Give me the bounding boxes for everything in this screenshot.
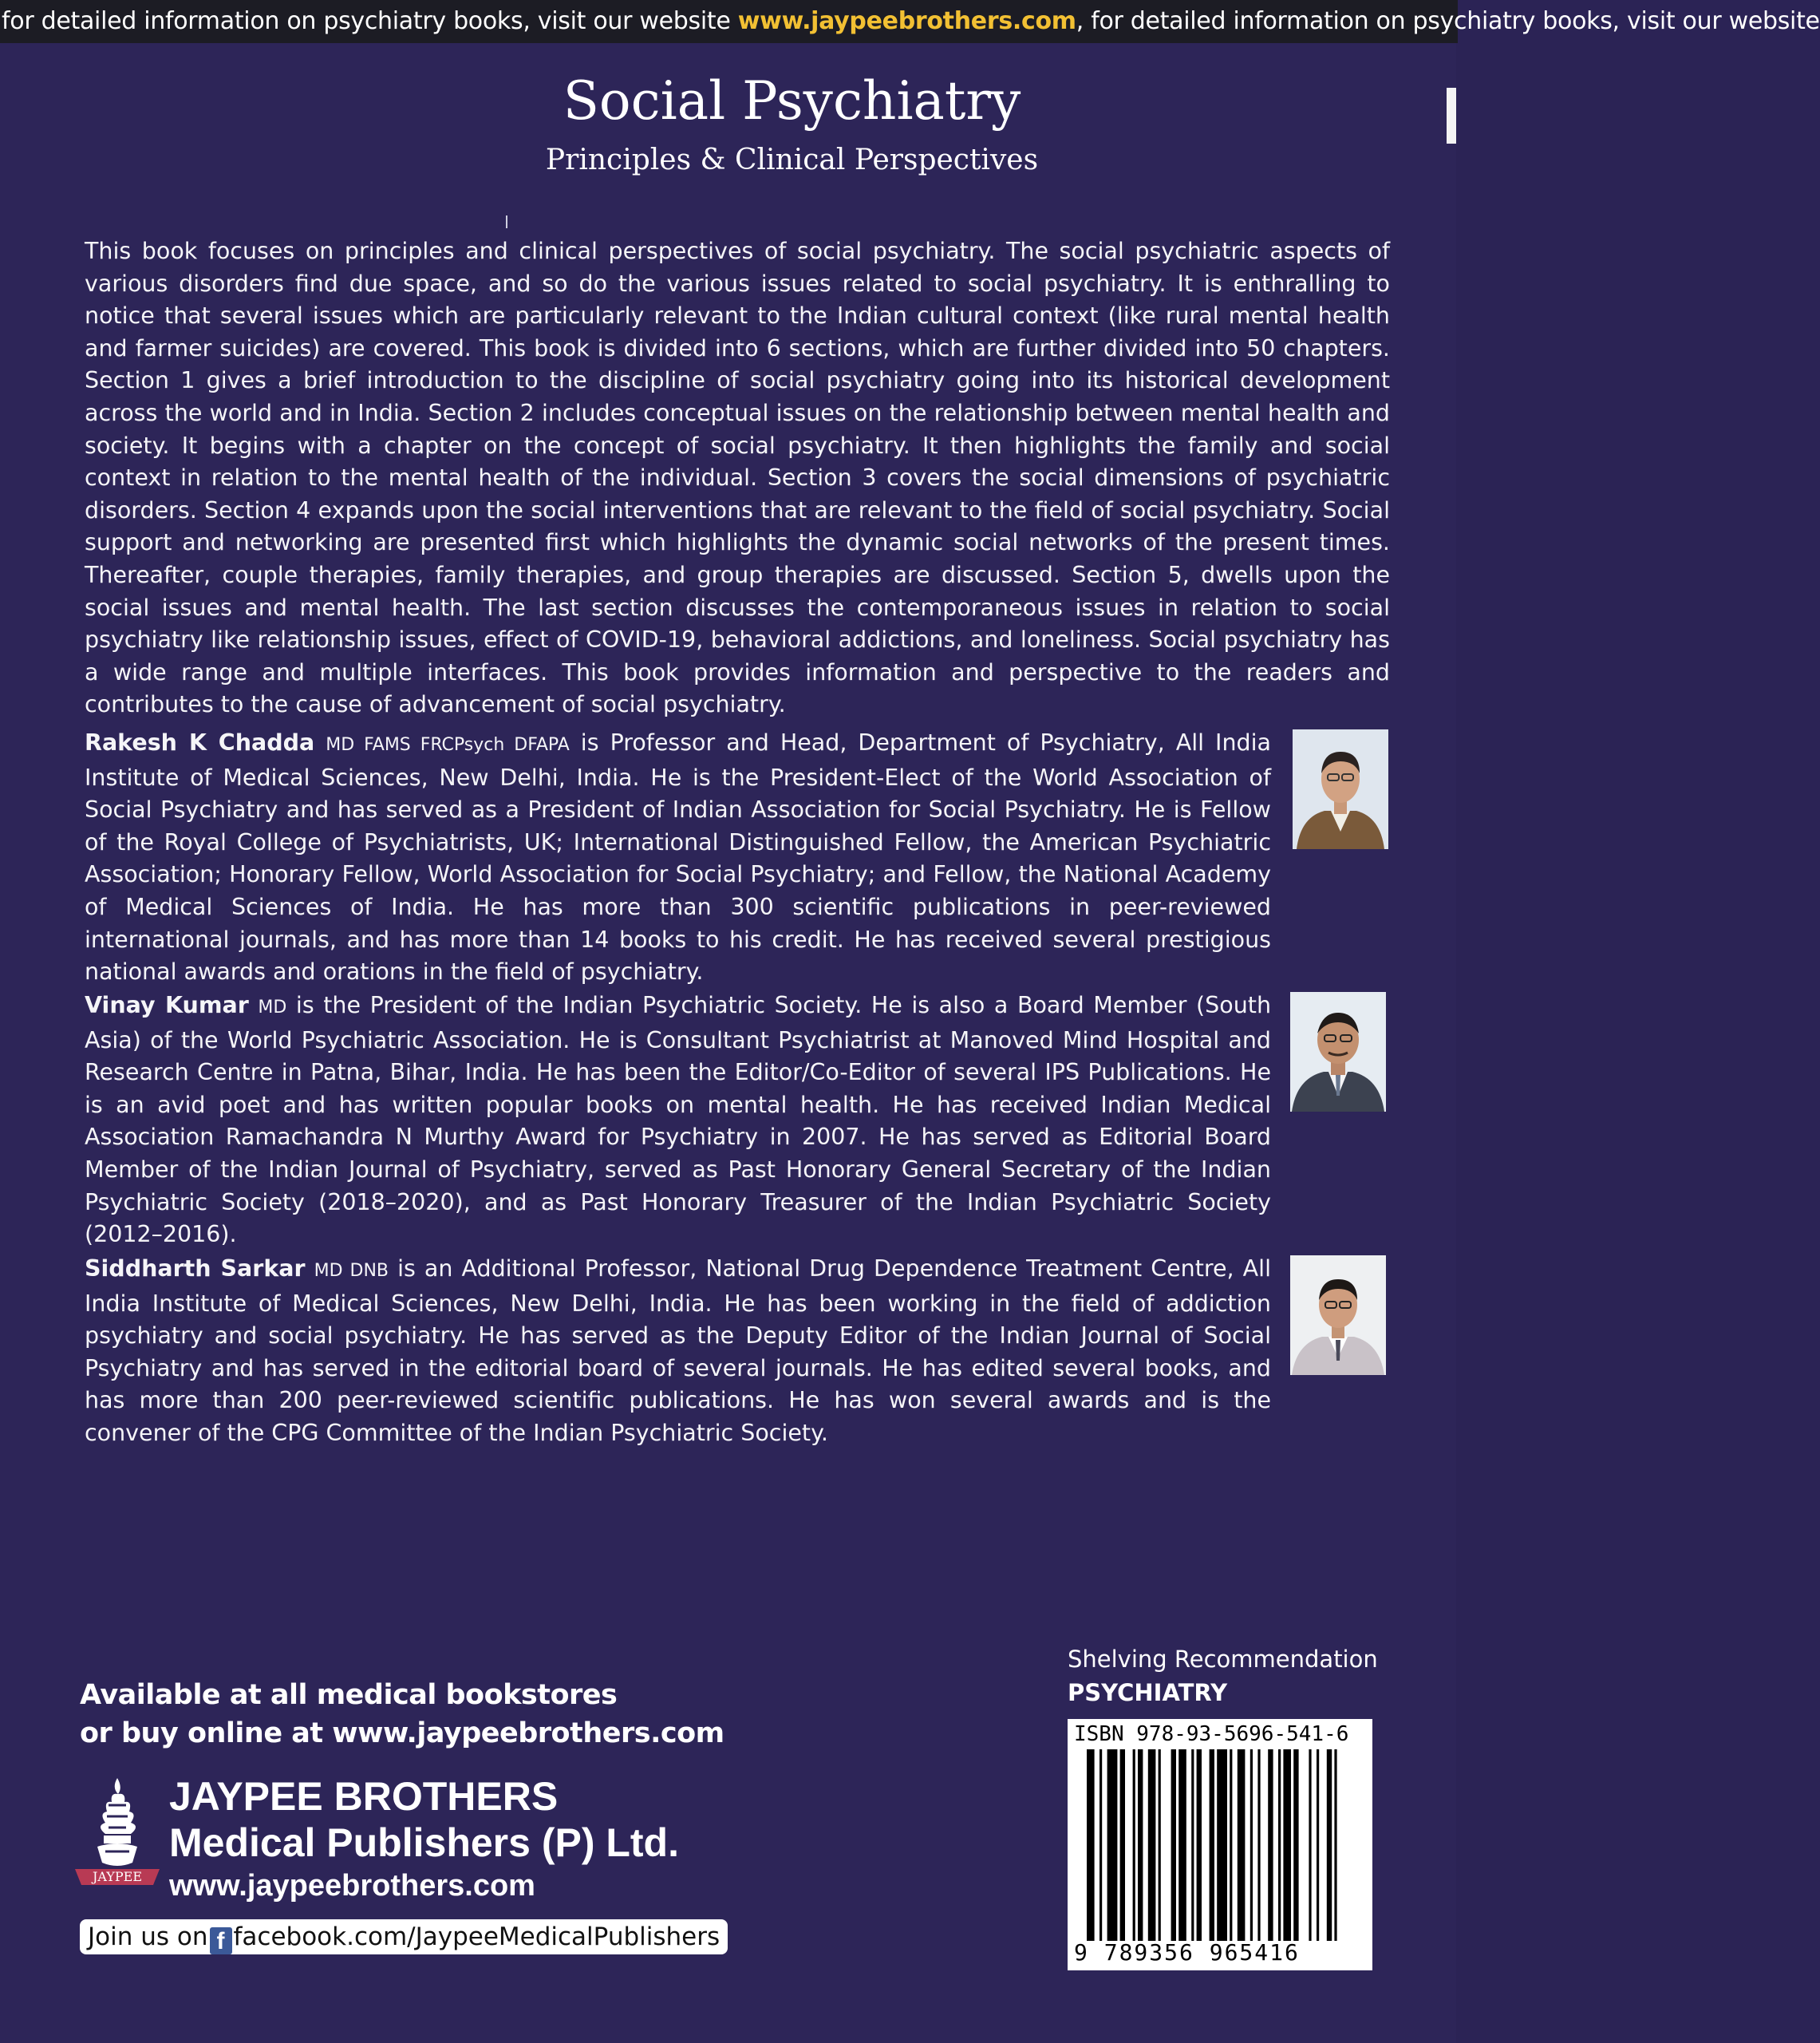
logo-text: JAYPEE: [92, 1869, 142, 1884]
barcode-bar: [1327, 1749, 1332, 1941]
availability-line-2: or buy online at www.jaypeebrothers.com: [80, 1717, 724, 1749]
barcode-bar: [1278, 1749, 1281, 1941]
author-credentials: MD FAMS FRCPsych DFAPA: [326, 735, 570, 755]
barcode-bar: [1197, 1749, 1202, 1941]
social-prefix: Join us on: [88, 1922, 208, 1951]
author-bio-text: is Professor and Head, Department of Psychiatry, All India Institute of Medical Sciences, New Delhi, India. He is the President-Elect of the World Association of Social Psychiatry and has served as a President of Indian Association for Social Psychiatry. He is Fellow of the Royal College of Psychiatrists, UK; International Distinguished Fellow, the American Psychiatric Association; Honorary Fellow, World Association for Social Psychiatry; and Fellow, the National Academy of Medical Sciences of India. He has more than 300 scientific publications in peer-reviewed international journals, and has more than 14 books to his credit. He has received several prestigious national awards and orations in the field of psychiatry.: [85, 729, 1271, 986]
author-photo: [1290, 992, 1386, 1112]
divider-tick: [506, 215, 507, 228]
barcode-bar: [1148, 1749, 1156, 1941]
author-credentials: MD: [258, 998, 287, 1018]
barcode-bar: [1138, 1749, 1143, 1941]
barcode-bar: [1257, 1749, 1260, 1941]
barcode-bar: [1087, 1749, 1095, 1941]
barcode-bar: [1334, 1749, 1336, 1941]
shelving-label: Shelving Recommendation: [1068, 1646, 1378, 1673]
barcode-bar: [1107, 1749, 1118, 1941]
availability-note: [80, 1676, 724, 1753]
barcode-bar: [1309, 1749, 1311, 1941]
barcode-bar: [1317, 1749, 1319, 1941]
barcode-bar: [1250, 1749, 1253, 1941]
barcode-bar: [1217, 1749, 1227, 1941]
barcode-bar: [1293, 1749, 1298, 1941]
author-photo: [1293, 729, 1388, 849]
barcode-bar: [1238, 1749, 1246, 1941]
shelving-value: PSYCHIATRY: [1068, 1679, 1228, 1706]
isbn-barcode: [1068, 1719, 1372, 1970]
author-bio-text: is an Additional Professor, National Drug Dependence Treatment Centre, All India Institute of Medical Sciences, New Delhi, India. He has been working in the field of addiction psychiatry and social psychiatry. He has served as the Deputy Editor of the Indian Journal of Social Psychiatry and has served in the editorial board of several journals. He has edited several books, and has more than 200 peer-reviewed scientific publications. He has won several awards and is the convener of the CPG Committee of the Indian Psychiatric Society.: [85, 1255, 1271, 1446]
barcode-bar: [1159, 1749, 1161, 1941]
isbn-text: ISBN 978-93-5696-541-6: [1074, 1722, 1349, 1746]
publisher-name-line-1: JAYPEE BROTHERS: [169, 1774, 559, 1819]
banner-website-link[interactable]: www.jaypeebrothers.com: [737, 7, 1076, 35]
banner-text-end: , for detailed information on psychiatry books, visit our website: [1076, 7, 1820, 35]
publisher-name-line-2: Medical Publishers (P) Ltd.: [169, 1820, 679, 1865]
publisher-name: [169, 1773, 679, 1866]
barcode-bar: [1171, 1749, 1176, 1941]
book-description: This book focuses on principles and clinical perspectives of social psychiatry. The social psychiatric aspects of various disorders find due space, and so do the various issues related to social psychiatry. It is enthralling to notice that several issues which are particularly relevant to the Indian cultural context (like rural mental health and farmer suicides) are covered. This book is divided into 6 sections, which are further divided into 50 chapters. Section 1 gives a brief introduction to the discipline of social psychiatry going into its historical development across the world and in India. Section 2 includes conceptual issues on the relationship between mental health and society. It begins with a chapter on the concept of social psychiatry. It then highlights the family and social context in relation to the mental health of the individual. Section 3 covers the social dimensions of psychiatric disorders. Section 4 expands upon the social interventions that are relevant to the field of social psychiatry. Social support and networking are presented first which highlights the dynamic social networks of the present times. Thereafter, couple therapies, family therapies, and group therapies are discussed. Section 5, dwells upon the social issues and mental health. The last section discusses the contemporaneous issues in relation to social psychiatry like relationship issues, effect of COVID-19, behavioral addictions, and loneliness. Social psychiatry has a wide range and multiple interfaces. This book provides information and perspective to the readers and contributes to the cause of advancement of social psychiatry.: [85, 238, 1390, 718]
availability-line-1: Available at all medical bookstores: [80, 1679, 618, 1711]
author-credentials: MD DNB: [314, 1261, 389, 1281]
barcode-bar: [1133, 1749, 1135, 1941]
top-banner: [0, 0, 1820, 43]
barcode-bar: [1120, 1749, 1125, 1941]
barcode-bar: [1100, 1749, 1102, 1941]
author-photo: [1290, 1255, 1386, 1375]
barcode-bar: [1230, 1749, 1232, 1941]
facebook-link[interactable]: [80, 1919, 728, 1954]
barcode-bar: [1283, 1749, 1291, 1941]
author-name: Rakesh K Chadda: [85, 729, 315, 756]
author-bio-2: [85, 990, 1271, 1251]
publisher-logo: [73, 1773, 161, 1901]
book-title: Social Psychiatry: [563, 70, 1021, 132]
barcode-bar: [1210, 1749, 1214, 1941]
barcode-bars: [1085, 1749, 1364, 1941]
author-bio-1: [85, 727, 1271, 989]
author-bio-text: is the President of the Indian Psychiatric Society. He is also a Board Member (South Asia) of the World Psychiatric Association. He is Consultant Psychiatrist at Manoved Mind Hospital and Research Centre in Patna, Bihar, India. He has been the Editor/Co-Editor of several IPS Publications. He is an avid poet and has written popular books on mental health. He has received Indian Medical Association Ramachandra N Murthy Award for Psychiatry in 2007. He has served as Editorial Board Member of the Indian Journal of Psychiatry, served as Past Honorary General Secretary of the Indian Psychiatric Society (2018–2020), and as Past Honorary Treasurer of the Indian Psychiatric Society (2012–2016).: [85, 992, 1272, 1248]
barcode-bar: [1178, 1749, 1186, 1941]
barcode-bar: [1191, 1749, 1194, 1941]
book-subtitle: Principles & Clinical Perspectives: [545, 144, 1039, 176]
barcode-bar: [1268, 1749, 1273, 1941]
facebook-icon: f: [210, 1927, 232, 1954]
publisher-website[interactable]: www.jaypeebrothers.com: [169, 1869, 535, 1903]
author-name: Siddharth Sarkar: [85, 1255, 306, 1282]
author-bio-3: [85, 1253, 1271, 1450]
social-handle[interactable]: facebook.com/JaypeeMedicalPublishers: [233, 1922, 720, 1951]
banner-text-start: for detailed information on psychiatry books, visit our website: [2, 7, 738, 35]
ean-digits: 9 789356 965416: [1074, 1939, 1300, 1966]
author-name: Vinay Kumar: [85, 992, 249, 1018]
